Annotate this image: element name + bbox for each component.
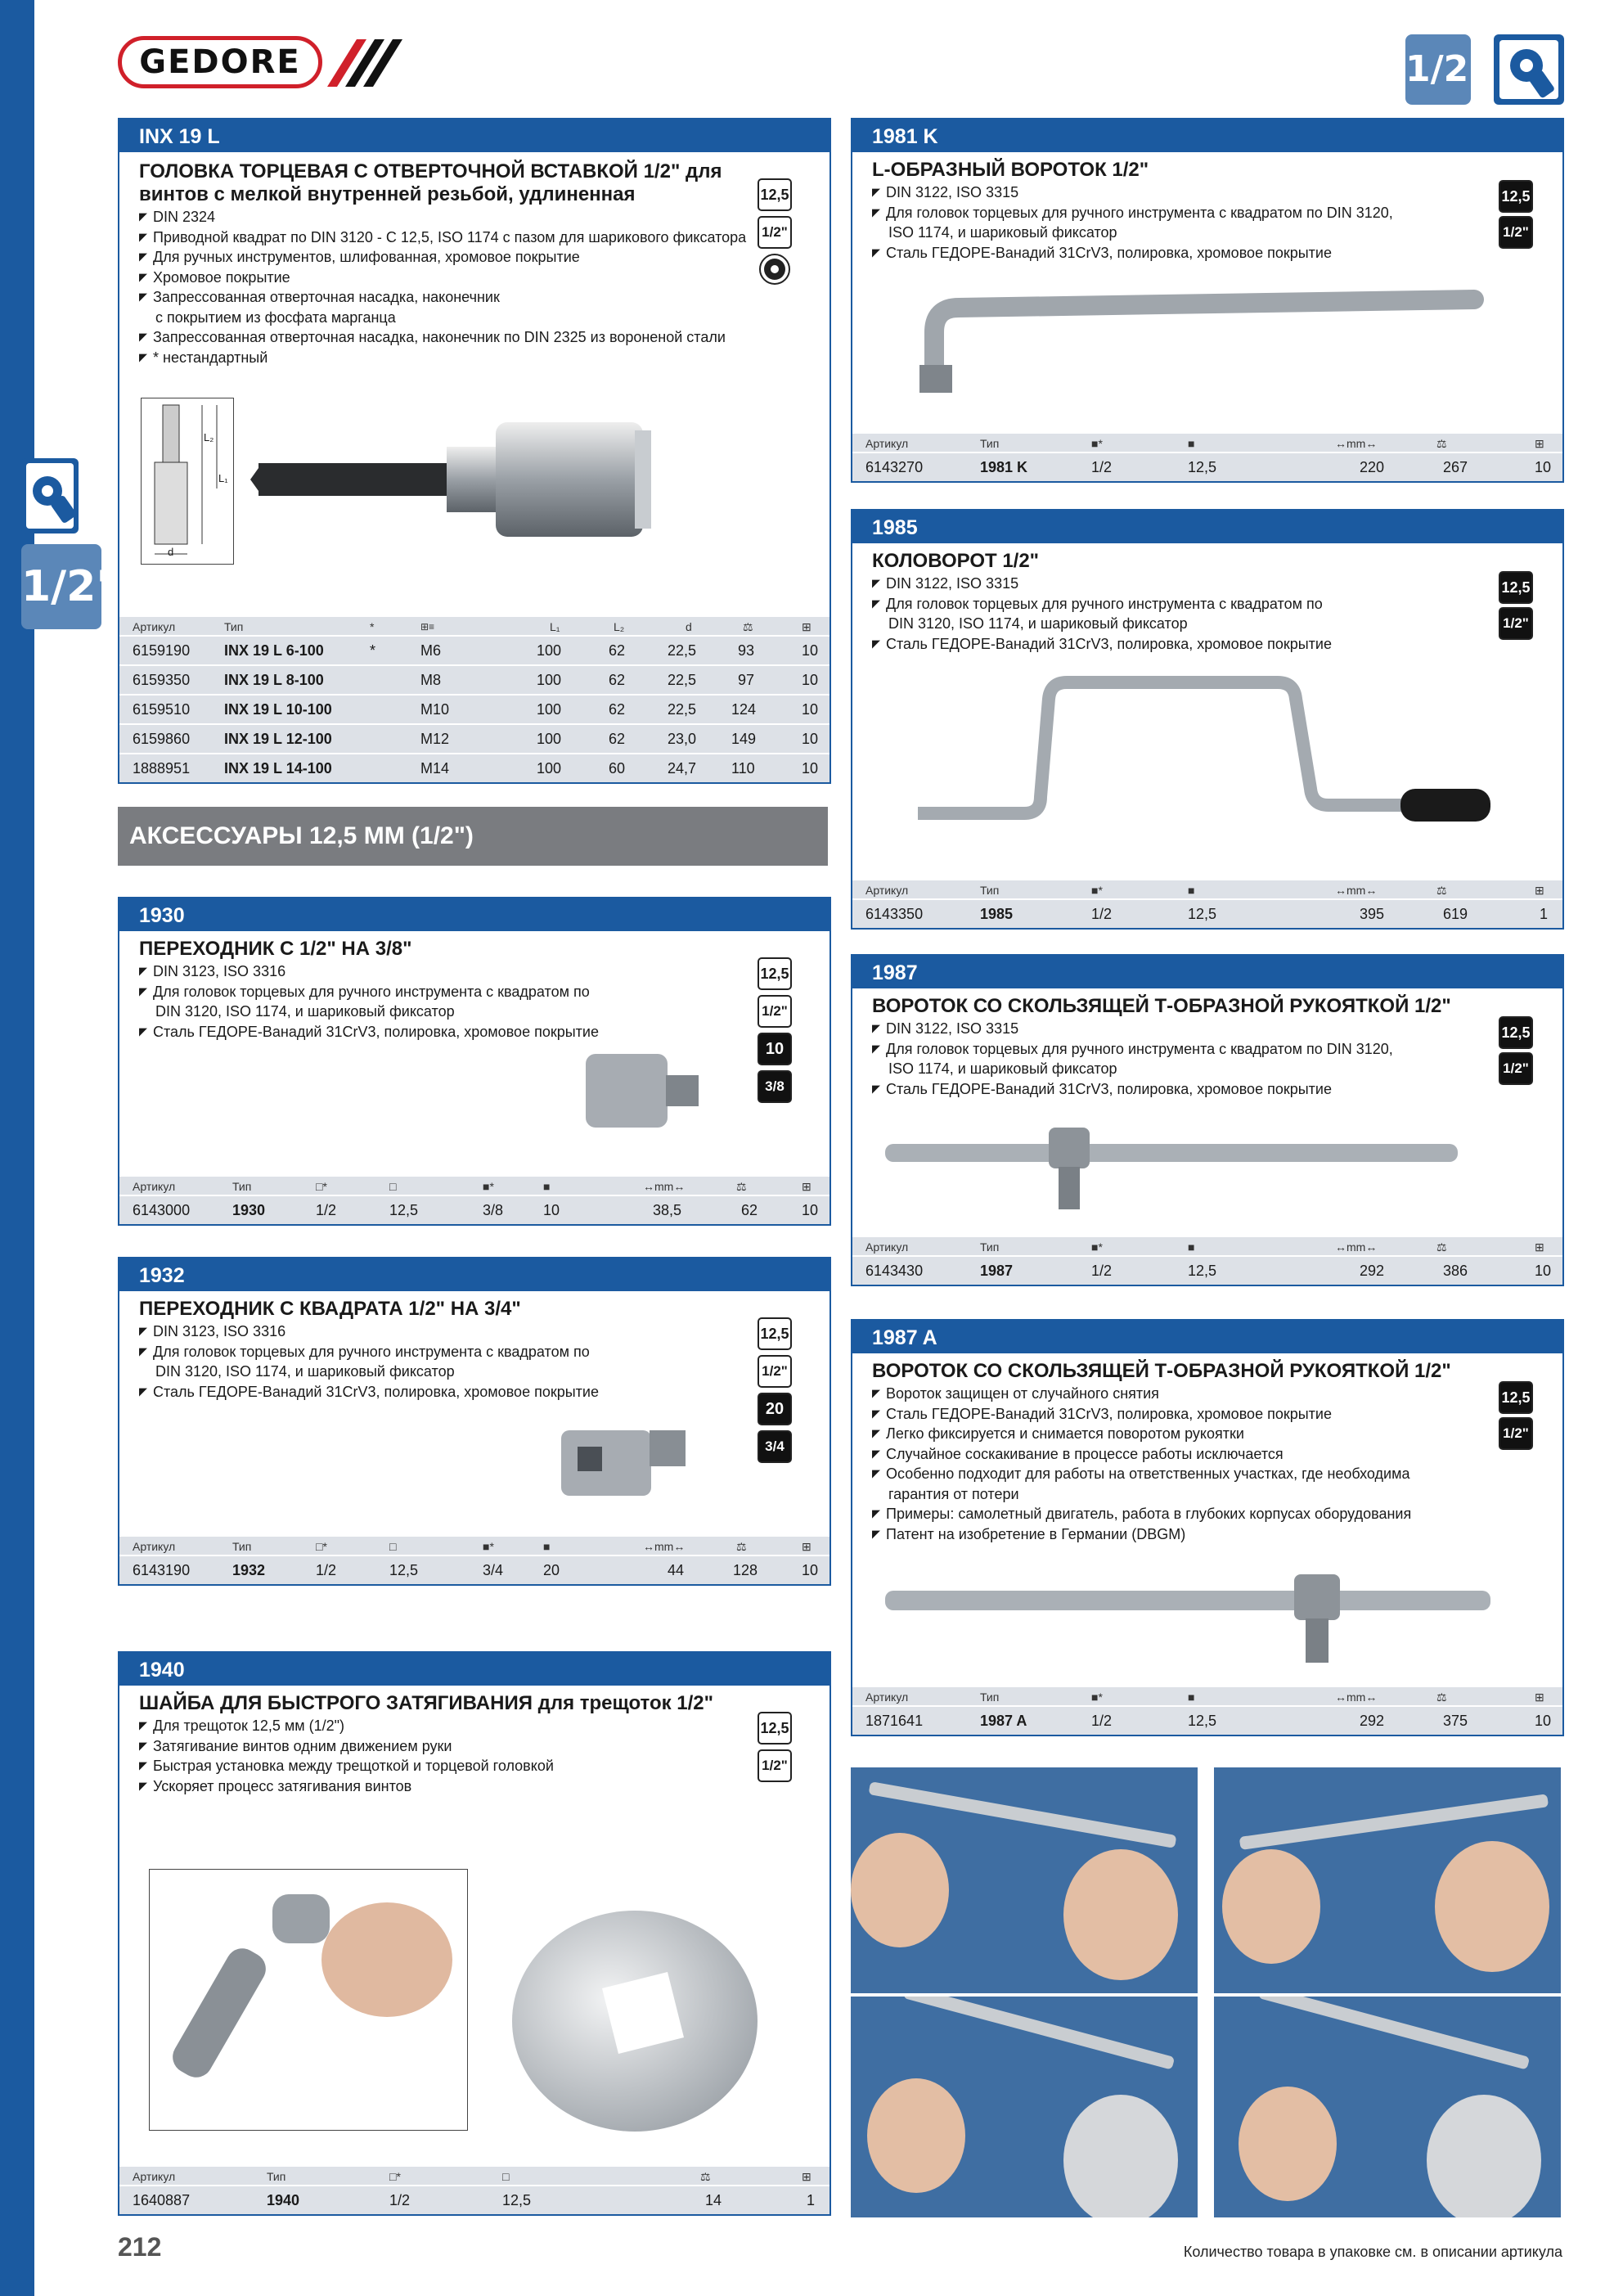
drive-1-2-icon: 1/2" [1499, 607, 1533, 640]
torx-icon [758, 252, 792, 286]
washer-image [504, 1898, 766, 2144]
weight-icon: ⚖ [743, 620, 753, 633]
panel-1987a: 1987 A ВОРОТОК СО СКОЛЬЗЯЩЕЙ Т-ОБРАЗНОЙ РУКОЯТКОЙ 1/2" ◤ Вороток защищен от случайного снятия ◤ Сталь ГЕДОРЕ-Ванадий 31CrV3, полировка, хромовое покрытие ◤ Легко фиксируется и снимается поворотом рукоятки ◤ Случайное соскакивание в процессе работы исключается ◤ Особенно подходит для работы на ответственных участках, где необходима гарантия от потери ◤ Примеры: самолетный двигатель, работа в глубоких корпусах оборудования ◤ Патент на изобретение в Германии (DBGM) 12,5 1/2" Артикул Тип ■* ■ ↔mm↔ ⚖ ⊞ 1871641 1987 A 1/2 12,5 292 375 10 [851, 1319, 1564, 1736]
table-row: 6143350 1985 1/2 12,5 395 619 1 [852, 898, 1562, 928]
bullet: ◤ Запрессованная отверточная насадка, наконечник [139, 288, 829, 308]
bullet: ◤ Приводной квадрат по DIN 3120 - C 12,5, ISO 1174 с пазом для шарикового фиксатора [139, 228, 829, 249]
footer-note: Количество товара в упаковке см. в описании артикула [1183, 2244, 1562, 2260]
adapter-image [553, 1414, 692, 1504]
product-table [119, 617, 829, 782]
panel-1930 [118, 897, 831, 1226]
panel-inx-19-l [118, 118, 831, 784]
table-header: Артикул Тип * ⊞≡ L₁ L₂ d ⚖ ⊞ [119, 617, 829, 635]
table-row: 6143430 1987 1/2 12,5 292 386 10 [852, 1255, 1562, 1285]
dimension-icon: ⊞≡ [420, 621, 435, 633]
panel-header: INX 19 L [119, 119, 829, 152]
drive-12-5-icon: 12,5 [1499, 1381, 1533, 1414]
t-handle-image [885, 1119, 1490, 1218]
bullet: ◤ Запрессованная отверточная насадка, наконечник по DIN 2325 из вороненой стали [139, 328, 829, 349]
l-wrench-image [901, 283, 1490, 398]
drive-12-5-icon: 12,5 [1499, 571, 1533, 604]
table-row: 6143270 1981 K 1/2 12,5 220 267 10 [852, 452, 1562, 481]
panel-1985: 1985 КОЛОВОРОТ 1/2" ◤ DIN 3122, ISO 3315 ◤ Для головок торцевых для ручного инструмента с квадратом по DIN 3120, ISO 1174, и шариковый фиксатор ◤ Сталь ГЕДОРЕ-Ванадий 31CrV3, полировка, хромовое покрытие 12,5 1/2" Артикул Тип ■* ■ ↔mm↔ ⚖ ⊞ 6143350 1985 1/2 12,5 395 619 1 [851, 509, 1564, 930]
adapter-image [578, 1046, 708, 1136]
bullet: с покрытием из фосфата марганца [155, 308, 396, 326]
drive-12-5-icon: 12,5 [758, 178, 792, 211]
panel-title: ПЕРЕХОДНИК С 1/2" НА 3/8" [139, 938, 412, 960]
logo-stripes-icon [327, 39, 417, 87]
bullet: ◤ * нестандартный [139, 349, 829, 369]
d-label: d [168, 546, 174, 558]
sidebar-strip [0, 0, 34, 2296]
logo-text: GEDORE [139, 43, 301, 81]
gedore-logo [118, 36, 322, 88]
table-row: 6159510 INX 19 L 10-100 M10 100 62 22,5 124 10 [119, 694, 829, 723]
drive-20-icon: 20 [758, 1393, 792, 1425]
side-badge: 1/2" [21, 544, 101, 629]
drive-3-8-icon: 3/8 [758, 1070, 792, 1103]
bullet: ◤ Для ручных инструментов, шлифованная, хромовое покрытие [139, 248, 829, 268]
panel-1932: 1932 ПЕРЕХОДНИК С КВАДРАТА 1/2" НА 3/4" ◤ DIN 3123, ISO 3316 ◤ Для головок торцевых для ручного инструмента с квадратом по DIN 3120, ISO 1174, и шариковый фиксатор ◤ Сталь ГЕДОРЕ-Ванадий 31CrV3, полировка, хромовое покрытие 12,5 1/2" 20 3/4 Артикул Тип □* □ ■* ■ ↔mm↔ ⚖ ⊞ 6143190 1932 1/2 12,5 3/4 20 44 128 10 [118, 1257, 831, 1586]
t-handle-image [885, 1566, 1507, 1672]
table-row: 1640887 1940 1/2 12,5 14 1 [119, 2185, 829, 2214]
panel-header: 1930 [119, 898, 829, 931]
l2-label: L₂ [204, 431, 214, 443]
corner-badge: 1/2" [1405, 34, 1471, 105]
drive-12-5-icon: 12,5 [1499, 180, 1533, 213]
drive-1-2-icon: 1/2" [758, 216, 792, 249]
l1-label: L₁ [218, 472, 228, 484]
ratchet-hand-photo [149, 1869, 468, 2131]
table-row: 6159190 INX 19 L 6-100 * M6 100 62 22,5 93 10 [119, 635, 829, 664]
bullet: ◤ Хромовое покрытие [139, 268, 829, 289]
usage-photo-3 [851, 1997, 1198, 2217]
section-banner: АКСЕССУАРЫ 12,5 ММ (1/2") [118, 807, 828, 866]
drive-1-2-icon: 1/2" [758, 1749, 792, 1782]
bullet: ◤ DIN 2324 [139, 208, 829, 228]
drive-12-5-icon: 12,5 [1499, 1016, 1533, 1049]
product-table: Артикул Тип □* □ ■* ■ ↔mm↔ ⚖ ⊞ 6143000 1930 1/2 12,5 3/8 10 38,5 62 10 [119, 1177, 829, 1224]
panel-1981k: 1981 K L-ОБРАЗНЫЙ ВОРОТОК 1/2" ◤ DIN 3122, ISO 3315 ◤ Для головок торцевых для ручного инструмента с квадратом по DIN 3120, ISO 1174, и шариковый фиксатор ◤ Сталь ГЕДОРЕ-Ванадий 31CrV3, полировка, хромовое покрытие 12,5 1/2" Артикул Тип ■* ■ ↔mm↔ ⚖ ⊞ 6143270 1981 K 1/2 12,5 220 267 10 [851, 118, 1564, 483]
drive-1-2-icon: 1/2" [758, 1355, 792, 1388]
dimension-diagram [141, 398, 234, 565]
bullet-list [119, 208, 829, 368]
panel-title: ГОЛОВКА ТОРЦЕВАЯ С ОТВЕРТОЧНОЙ ВСТАВКОЙ 1/2" для винтов с мелкой внутренней резьбой, удлиненная [139, 160, 722, 205]
panel-1987: 1987 ВОРОТОК СО СКОЛЬЗЯЩЕЙ Т-ОБРАЗНОЙ РУКОЯТКОЙ 1/2" ◤ DIN 3122, ISO 3315 ◤ Для головок торцевых для ручного инструмента с квадратом по DIN 3120, ISO 1174, и шариковый фиксатор ◤ Сталь ГЕДОРЕ-Ванадий 31CrV3, полировка, хромовое покрытие 12,5 1/2" Артикул Тип ■* ■ ↔mm↔ ⚖ ⊞ 6143430 1987 1/2 12,5 292 386 10 [851, 954, 1564, 1286]
brace-image [918, 666, 1507, 838]
table-row: 6143000 1930 1/2 12,5 3/8 10 38,5 62 10 [119, 1195, 829, 1224]
drive-1-2-icon: 1/2" [1499, 1417, 1533, 1450]
usage-photo-2 [1214, 1767, 1561, 1993]
drive-12-5-icon: 12,5 [758, 957, 792, 990]
table-row: 1871641 1987 A 1/2 12,5 292 375 10 [852, 1705, 1562, 1735]
drive-3-4-icon: 3/4 [758, 1430, 792, 1463]
drive-1-2-icon: 1/2" [758, 995, 792, 1028]
drive-1-2-icon: 1/2" [1499, 216, 1533, 249]
corner-ratchet-icon [1494, 34, 1564, 105]
table-row: 6159350 INX 19 L 8-100 M8 100 62 22,5 97 10 [119, 664, 829, 694]
socket-bit-image [250, 389, 807, 569]
drive-10-icon: 10 [758, 1033, 792, 1065]
usage-photo-1 [851, 1767, 1198, 1993]
drive-1-2-icon: 1/2" [1499, 1052, 1533, 1085]
drive-12-5-icon: 12,5 [758, 1317, 792, 1350]
panel-1940: 1940 ШАЙБА ДЛЯ БЫСТРОГО ЗАТЯГИВАНИЯ для трещоток 1/2" ◤ Для трещоток 12,5 мм (1/2") ◤ Затягивание винтов одним движением руки ◤ Быстрая установка между трещоткой и торцевой головкой ◤ Ускоряет процесс затягивания винтов 12,5 1/2" Артикул Тип □* □ ⚖ ⊞ 1640887 1940 1/2 12,5 14 1 [118, 1651, 831, 2216]
pack-icon: ⊞ [802, 620, 812, 633]
page-number: 212 [118, 2232, 162, 2262]
table-row: 6143190 1932 1/2 12,5 3/4 20 44 128 10 [119, 1555, 829, 1584]
drive-12-5-icon: 12,5 [758, 1712, 792, 1745]
table-row: 6159860 INX 19 L 12-100 M12 100 62 23,0 149 10 [119, 723, 829, 753]
table-row: 1888951 INX 19 L 14-100 M14 100 60 24,7 110 10 [119, 753, 829, 782]
bullet-list: ◤ DIN 3123, ISO 3316 ◤ Для головок торцевых для ручного инструмента с квадратом по DIN 3120, ISO 1174, и шариковый фиксатор ◤ Сталь ГЕДОРЕ-Ванадий 31CrV3, полировка, хромовое покрытие [119, 962, 829, 1042]
usage-photo-4 [1214, 1997, 1561, 2217]
sidebar-ratchet-icon [21, 458, 79, 533]
